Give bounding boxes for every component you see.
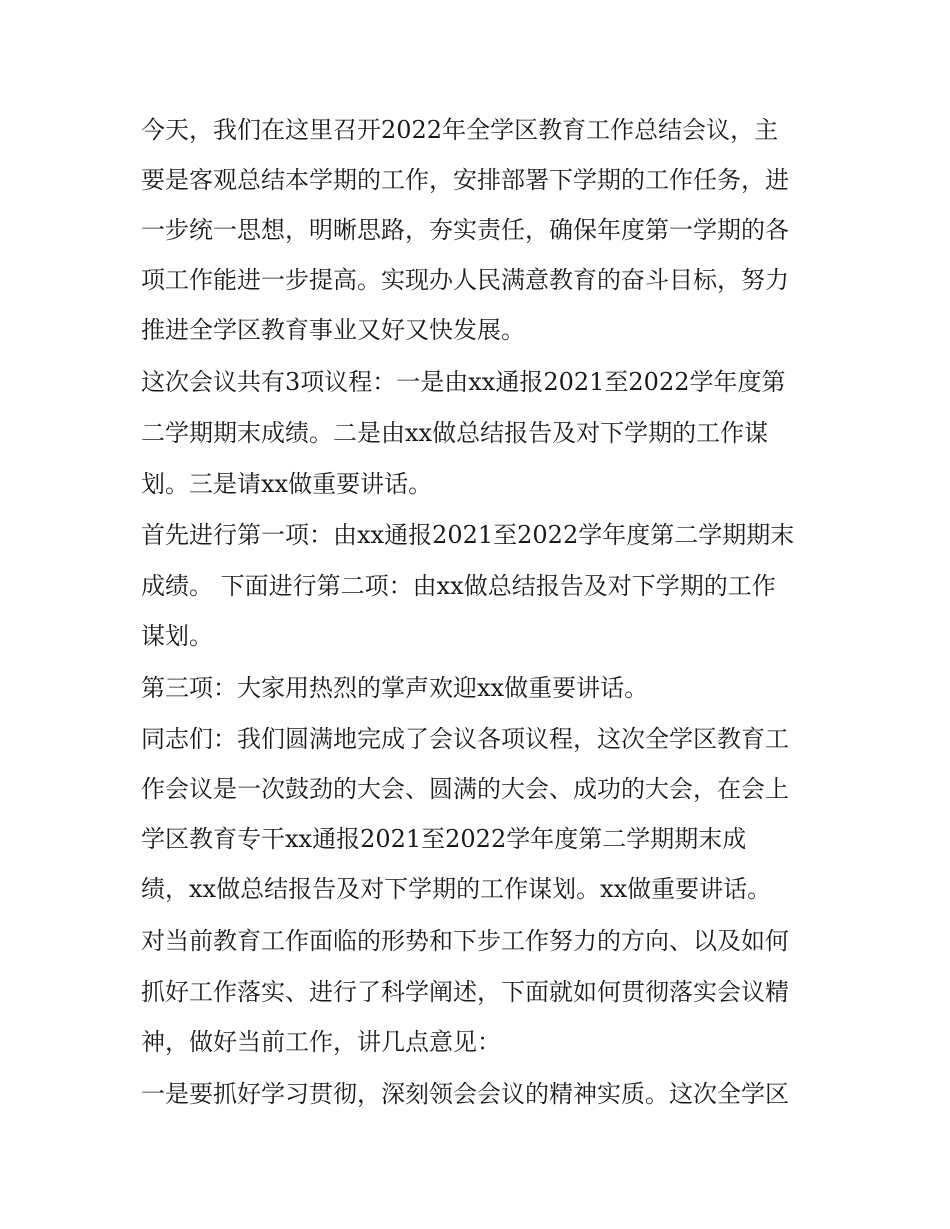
paragraph-line: 抓好工作落实、进行了科学阐述，下面就如何贯彻落实会议精	[141, 978, 789, 1006]
paragraph-line: 二学期期末成绩。二是由xx做总结报告及对下学期的工作谋	[141, 419, 769, 447]
paragraph-line: 首先进行第一项：由xx通报2021至2022学年度第二学期期末	[141, 521, 795, 549]
paragraph-line: 作会议是一次鼓劲的大会、圆满的大会、成功的大会，在会上	[141, 775, 789, 803]
paragraph-line: 成绩。 下面进行第二项：由xx做总结报告及对下学期的工作	[141, 572, 776, 600]
paragraph-line: 谋划。	[141, 622, 213, 650]
paragraph-line: 一是要抓好学习贯彻，深刻领会会议的精神实质。这次全学区	[141, 1080, 789, 1108]
paragraph-line: 今天，我们在这里召开2022年全学区教育工作总结会议，主	[141, 116, 779, 144]
paragraph-line: 对当前教育工作面临的形势和下步工作努力的方向、以及如何	[141, 927, 789, 955]
paragraph-line: 一步统一思想，明晰思路，夯实责任，确保年度第一学期的各	[141, 216, 789, 244]
paragraph-line: 绩，xx做总结报告及对下学期的工作谋划。xx做重要讲话。	[141, 875, 772, 903]
paragraph-line: 学区教育专干xx通报2021至2022学年度第二学期期末成	[141, 825, 747, 853]
paragraph-line: 项工作能进一步提高。实现办人民满意教育的奋斗目标，努力	[141, 266, 789, 294]
paragraph-line: 推进全学区教育事业又好又快发展。	[141, 316, 525, 344]
paragraph-line: 同志们：我们圆满地完成了会议各项议程，这次全学区教育工	[141, 725, 789, 753]
paragraph-line: 第三项：大家用热烈的掌声欢迎xx做重要讲话。	[141, 674, 649, 702]
paragraph-line: 划。三是请xx做重要讲话。	[141, 470, 433, 498]
paragraph-line: 这次会议共有3项议程：一是由xx通报2021至2022学年度第	[141, 368, 786, 396]
paragraph-line: 神，做好当前工作，讲几点意见：	[141, 1028, 501, 1056]
paragraph-line: 要是客观总结本学期的工作，安排部署下学期的工作任务，进	[141, 166, 789, 194]
